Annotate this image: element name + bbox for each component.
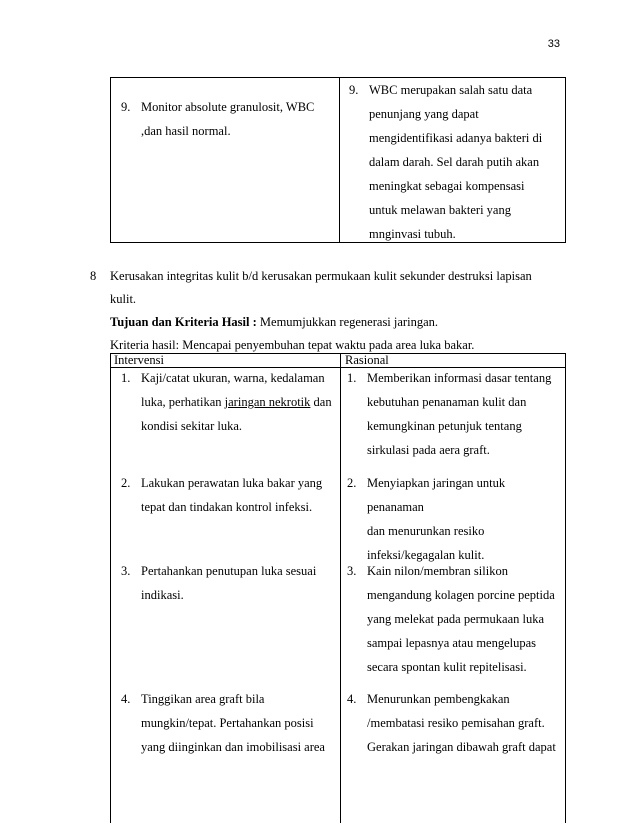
text-line: mungkin/tepat. Pertahankan posisi [141, 716, 314, 730]
text-line: ,dan hasil normal. [141, 124, 231, 138]
text-line: Menurunkan pembengkakan [367, 692, 510, 706]
text-line: Kaji/catat ukuran, warna, kedalaman [141, 371, 325, 385]
goal-line [110, 311, 565, 334]
text-line: infeksi/kegagalan kulit. [367, 548, 485, 562]
text-line: yang diinginkan dan imobilisasi area [141, 740, 325, 754]
text-line: penunjang yang dapat [369, 107, 479, 121]
item-number: 4. [347, 692, 357, 706]
item-number: 1. [347, 371, 357, 385]
intervention-table [110, 353, 566, 823]
header-intervensi: Intervensi [114, 353, 164, 367]
section-number: 8 [90, 269, 97, 283]
header-rasional: Rasional [345, 353, 389, 367]
text-line: Monitor absolute granulosit, WBC [141, 100, 315, 114]
item-number: 9. [349, 83, 359, 97]
text-line: sampai lepasnya atau mengelupas [367, 636, 537, 650]
text-line: mnginvasi tubuh. [369, 227, 456, 241]
text-line: tepat dan tindakan kontrol infeksi. [141, 500, 313, 514]
text-line: sirkulasi pada aera graft. [367, 443, 490, 457]
criteria-line: Kriteria hasil: Mencapai penyembuhan tepat waktu pada area luka bakar. [110, 338, 475, 352]
text-line: kondisi sekitar luka. [141, 419, 243, 433]
text-line [141, 390, 332, 414]
column-divider [339, 78, 340, 242]
text-line: Kain nilon/membran silikon [367, 564, 508, 578]
item-number: 4. [121, 692, 131, 706]
item-number: 1. [121, 371, 131, 385]
text-line: Pertahankan penutupan luka sesuai [141, 564, 317, 578]
text-line: /membatasi resiko pemisahan graft. [367, 716, 545, 730]
text-line: Lakukan perawatan luka bakar yang [141, 476, 323, 490]
diagnosis-text: Kerusakan integritas kulit b/d kerusakan permukaan kulit sekunder destruksi lapisan [110, 269, 532, 283]
text-line: untuk melawan bakteri yang [369, 203, 511, 217]
text-line: kebutuhan penanaman kulit dan [367, 395, 527, 409]
item-number: 2. [347, 476, 357, 490]
text-line: Memberikan informasi dasar tentang [367, 371, 552, 385]
item-number: 3. [121, 564, 131, 578]
text-line: Gerakan jaringan dibawah graft dapat [367, 740, 556, 754]
item-number: 9. [121, 100, 131, 114]
text-line: secara spontan kulit repitelisasi. [367, 660, 527, 674]
text-line: yang melekat pada permukaan luka [367, 612, 545, 626]
text-fragment: dan [310, 395, 332, 409]
text-line: WBC merupakan salah satu data [369, 83, 533, 97]
text-line: mengandung kolagen porcine peptida [367, 588, 555, 602]
underlined-term: jaringan nekrotik [224, 395, 311, 409]
continuation-table [110, 77, 566, 243]
item-number: 3. [347, 564, 357, 578]
page-number: 33 [547, 38, 560, 50]
text-line: Menyiapkan jaringan untuk penanaman [367, 476, 506, 514]
column-divider [340, 354, 341, 823]
text-line: dan menurunkan resiko [367, 524, 485, 538]
goal-label: Tujuan dan Kriteria Hasil : [110, 315, 257, 329]
diagnosis-text: kulit. [110, 292, 137, 306]
text-line: dalam darah. Sel darah putih akan [369, 155, 540, 169]
item-number: 2. [121, 476, 131, 490]
text-fragment: luka, perhatikan [141, 395, 222, 409]
text-line: Tinggikan area graft bila [141, 692, 265, 706]
text-line: indikasi. [141, 588, 184, 602]
text-line: meningkat sebagai kompensasi [369, 179, 525, 193]
text-line: kemungkinan petunjuk tentang [367, 419, 522, 433]
text-line: mengidentifikasi adanya bakteri di [369, 131, 543, 145]
goal-text: Memumjukkan regenerasi jaringan. [256, 315, 438, 329]
